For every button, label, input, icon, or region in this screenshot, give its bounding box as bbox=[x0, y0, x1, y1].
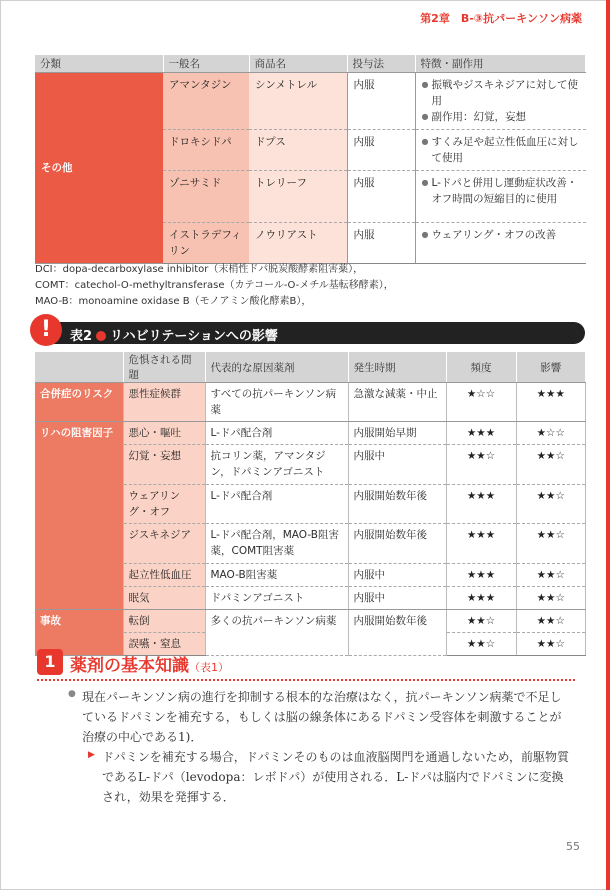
timing: 内服開始数年後 bbox=[348, 524, 446, 564]
group-cell: 合併症のリスク bbox=[35, 383, 123, 422]
table-row bbox=[35, 610, 586, 633]
problem: 転倒 bbox=[123, 610, 205, 633]
impact-stars: ★★☆ bbox=[516, 445, 586, 485]
feature-item: ● L-ドパと併用し運動症状改善・オフ時間の短縮目的に使用 bbox=[422, 175, 580, 207]
abbreviation-note: MAO-B：monoamine oxidase B（モノアミン酸化酵素B）， bbox=[35, 296, 312, 307]
problem: 誤嚥・窒息 bbox=[123, 633, 205, 656]
impact-stars: ★★★ bbox=[516, 383, 586, 422]
col-timing: 発生時期 bbox=[348, 352, 446, 383]
frequency-stars: ★☆☆ bbox=[446, 383, 516, 422]
impact-stars: ★★☆ bbox=[516, 485, 586, 524]
chapter-tab-bar bbox=[606, 0, 610, 890]
paragraph: 現在パーキンソン病の進行を抑制する根本的な治療はなく，抗パーキンソン病薬で不足しているドパミンを補充する，もしくは脳の線条体にあるドパミン受容体を刺激することが治療の中心である1)． bbox=[82, 690, 562, 744]
drug-table-header bbox=[35, 55, 586, 73]
section-title-text: 薬剤の基本知識 bbox=[70, 656, 189, 676]
timing: 内服開始数年後 bbox=[348, 485, 446, 524]
impact-stars: ★★☆ bbox=[516, 524, 586, 564]
table-title-text: リハビリテーションへの影響 bbox=[110, 329, 278, 344]
problem: 幻覚・妄想 bbox=[123, 445, 205, 485]
product-name: ノウリアスト bbox=[249, 223, 347, 264]
timing: 内服開始早期 bbox=[348, 422, 446, 445]
product-name: ドプス bbox=[249, 130, 347, 171]
abbreviation-note: COMT：catechol-O-methyltransferase（カテコール-O-メチル基転移酵素）， bbox=[35, 280, 394, 291]
problem: 眠気 bbox=[123, 587, 205, 610]
impact-stars: ★★☆ bbox=[516, 564, 586, 587]
problem: 悪心・嘔吐 bbox=[123, 422, 205, 445]
table-title bbox=[70, 325, 278, 344]
chapter-label: 第2章 B-③抗パーキンソン病薬 bbox=[420, 12, 582, 25]
frequency-stars: ★★☆ bbox=[446, 445, 516, 485]
features bbox=[415, 130, 586, 171]
features bbox=[415, 171, 586, 223]
section-divider bbox=[37, 679, 575, 681]
table-title-bar bbox=[40, 322, 585, 344]
generic-name: イストラデフィリン bbox=[163, 223, 249, 264]
product-name: トレリーフ bbox=[249, 171, 347, 223]
col-category: 分類 bbox=[35, 55, 163, 73]
timing: 内服中 bbox=[348, 445, 446, 485]
generic-name: ゾニサミド bbox=[163, 171, 249, 223]
feature-item: ● すくみ足や起立性低血圧に対して使用 bbox=[422, 134, 580, 166]
feature-item: ● 副作用：幻覚，妄想 bbox=[422, 109, 580, 125]
bullet-dot-icon bbox=[96, 331, 106, 341]
group-cell: リハの阻害因子 bbox=[35, 422, 123, 610]
page-number: 55 bbox=[566, 840, 580, 853]
drugs: ドパミンアゴニスト bbox=[205, 587, 348, 610]
features bbox=[415, 223, 586, 264]
frequency-stars: ★★★ bbox=[446, 524, 516, 564]
table-row bbox=[35, 383, 586, 422]
col-problem: 危惧される問題 bbox=[123, 352, 205, 383]
drugs: MAO-B阻害薬 bbox=[205, 564, 348, 587]
feature-item: ● 振戦やジスキネジアに対して使用 bbox=[422, 77, 580, 109]
problem: 起立性低血圧 bbox=[123, 564, 205, 587]
col-route: 投与法 bbox=[347, 55, 415, 73]
route: 内服 bbox=[347, 171, 415, 223]
section-title bbox=[70, 651, 229, 676]
drug-table bbox=[35, 55, 586, 264]
drugs: L-ドパ配合剤 bbox=[205, 422, 348, 445]
frequency-stars: ★★★ bbox=[446, 564, 516, 587]
drugs: L-ドパ配合剤，MAO-B阻害薬，COMT阻害薬 bbox=[205, 524, 348, 564]
timing: 内服中 bbox=[348, 587, 446, 610]
rehab-impact-table bbox=[35, 352, 586, 656]
rehab-table-header bbox=[35, 352, 586, 383]
problem: 悪性症候群 bbox=[123, 383, 205, 422]
paragraph: ドパミンを補充する場合，ドパミンそのものは血液脳関門を通過しないため，前駆物質であるL-ドパ（levodopa：レボドパ）が使用される．L-ドパは脳内でドパミンに変換され，効果を発揮する． bbox=[102, 750, 570, 804]
features bbox=[415, 73, 586, 130]
route: 内服 bbox=[347, 130, 415, 171]
impact-stars: ★★☆ bbox=[516, 587, 586, 610]
timing: 急激な減薬・中止 bbox=[348, 383, 446, 422]
category-cell: その他 bbox=[35, 73, 163, 264]
impact-stars: ★★☆ bbox=[516, 633, 586, 656]
group-cell: 事故 bbox=[35, 610, 123, 656]
col-impact: 影響 bbox=[516, 352, 586, 383]
col-product: 商品名 bbox=[249, 55, 347, 73]
problem: ウェアリング・オフ bbox=[123, 485, 205, 524]
triangle-bullet-icon: ▶ bbox=[88, 750, 95, 760]
section-number: 1 bbox=[37, 649, 63, 675]
table-row bbox=[35, 73, 586, 130]
frequency-stars: ★★★ bbox=[446, 587, 516, 610]
drugs: すべての抗パーキンソン病薬 bbox=[205, 383, 348, 422]
route: 内服 bbox=[347, 223, 415, 264]
impact-stars: ★★☆ bbox=[516, 610, 586, 633]
frequency-stars: ★★☆ bbox=[446, 633, 516, 656]
drugs: L-ドパ配合剤 bbox=[205, 485, 348, 524]
col-frequency: 頻度 bbox=[446, 352, 516, 383]
table-row bbox=[35, 422, 586, 445]
frequency-stars: ★★★ bbox=[446, 485, 516, 524]
drugs: 多くの抗パーキンソン病薬 bbox=[205, 610, 348, 656]
feature-item: ● ウェアリング・オフの改善 bbox=[422, 227, 580, 243]
product-name: シンメトレル bbox=[249, 73, 347, 130]
table-number: 表2 bbox=[70, 329, 93, 344]
problem: ジスキネジア bbox=[123, 524, 205, 564]
abbreviation-note: DCI：dopa-decarboxylase inhibitor（末梢性ドパ脱炭酸酵素阻害薬）， bbox=[35, 264, 364, 275]
bullet-dot-icon: ● bbox=[68, 689, 76, 699]
generic-name: ドロキシドパ bbox=[163, 130, 249, 171]
timing: 内服開始数年後 bbox=[348, 610, 446, 656]
col-drugs: 代表的な原因薬剤 bbox=[205, 352, 348, 383]
generic-name: アマンタジン bbox=[163, 73, 249, 130]
col-group bbox=[35, 352, 123, 383]
frequency-stars: ★★★ bbox=[446, 422, 516, 445]
section-table-ref: （表1） bbox=[189, 661, 229, 674]
exclamation-icon: ! bbox=[30, 314, 62, 346]
timing: 内服中 bbox=[348, 564, 446, 587]
route: 内服 bbox=[347, 73, 415, 130]
col-generic: 一般名 bbox=[163, 55, 249, 73]
col-features: 特徴・副作用 bbox=[415, 55, 586, 73]
drugs: 抗コリン薬，アマンタジン，ドパミンアゴニスト bbox=[205, 445, 348, 485]
impact-stars: ★☆☆ bbox=[516, 422, 586, 445]
frequency-stars: ★★☆ bbox=[446, 610, 516, 633]
